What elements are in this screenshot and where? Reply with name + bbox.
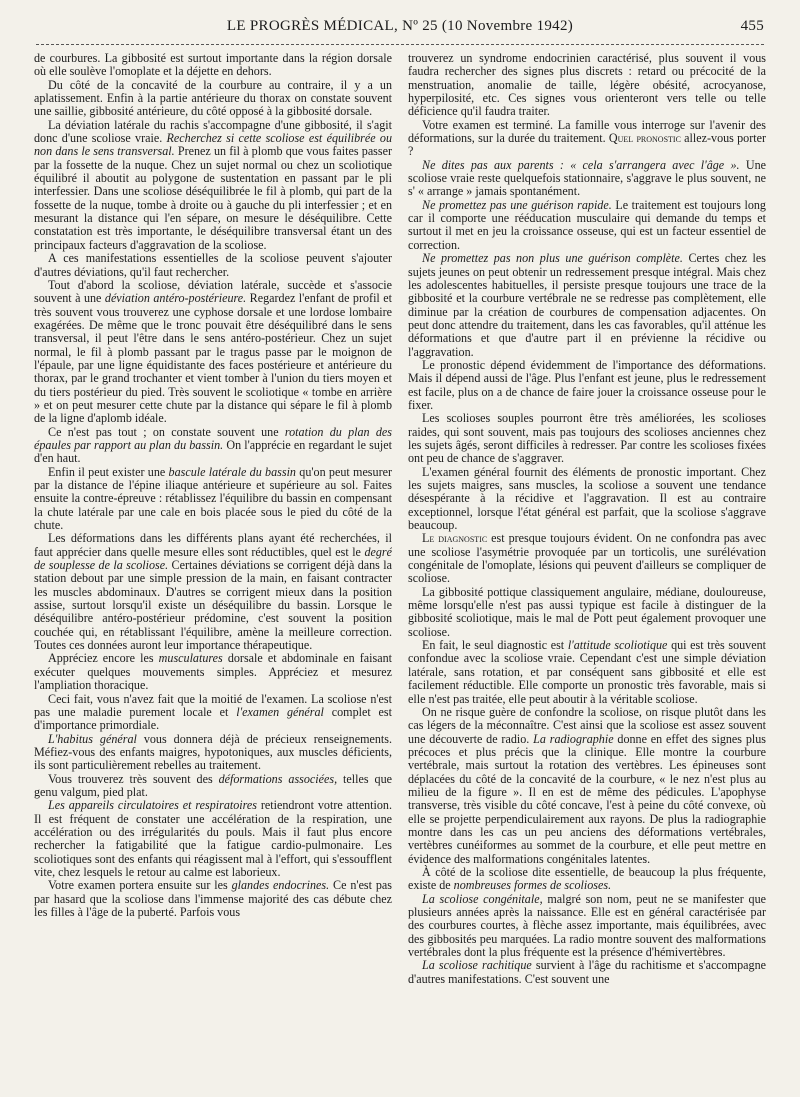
body-text: On l'apprécie en regardant le sujet d'en haut. <box>34 437 392 466</box>
paragraph <box>34 733 392 773</box>
paragraph <box>408 532 766 585</box>
body-text: Du côté de la concavité de la courbure au contraire, il y a un aplatissement. Enfin à la partie antérieure du thorax on constate souvent une saillie, gibbosité antérieure, du côté opposé à la gibbosité dorsale. <box>34 77 392 119</box>
paragraph <box>408 959 766 986</box>
body-text: Certes chez les sujets jeunes on peut obtenir un redressement presque intégral. Mais chez les adolescentes habituelles, il persiste presque toujours une trace de la gibbosité et la courbure vertébrale ne se redresse pas complètement, elle diminue par la création de courbures de compensation adjacentes. On peut donc attendre du traitement, dans les cas favorables, qu'il atténue les déformations et que d'autre part il en prévienne la récidive ou l'aggravation. <box>408 251 766 359</box>
body-text: Certaines déviations se corrigent déjà dans la station debout par une simple pression de la main, en faisant contracter les muscles abdominaux. D'autres se corrigent mieux dans la position assise, surtout lorsqu'il existe un déséquilibre du bassin. Lorsque le déséquilibre antéro-postérieur prédomine, c'est souvent la position couchée qui, en rétablissant l'équilibre, amène la meilleure correction. Toutes ces données auront leur importance thérapeutique. <box>34 558 392 653</box>
body-text: qui est très souvent confondue avec la scoliose vraie. Cependant c'est une simple déviation latérale, sans rotation, et par conséquent sans gibbosité et elle est facilement réductible. Elle comporte un pronostic très favorable, mais si elle n'est pas traitée, elle peut aboutir à la véritable scoliose. <box>408 638 766 706</box>
body-text: retiendront votre attention. Il est fréquent de constater une accélération de la respiration, une accélération ou des irrégularités du pouls. Mais il faut plus encore rechercher la fatigabilité que la fatigue cardio-pulmonaire. Les scoliotiques sont des enfants qui réagissent mal à l'effort, qui s'essoufflent vite, chez lesquels le retour au calme est laborieux. <box>34 798 392 879</box>
body-text: complet est d'importance primordiale. <box>34 704 392 733</box>
body-text: L'examen général fournit des éléments de pronostic important. Chez les sujets maigres, sans muscles, la scoliose a souvent une tendance désespérante à la récidive et l'aggravation. Il est au contraire exceptionnel, lorsque l'état général est parfait, que la scoliose s'aggrave beaucoup. <box>408 464 766 533</box>
body-text: Votre examen portera ensuite sur les <box>48 878 232 893</box>
paragraph <box>408 252 766 359</box>
italic-text: Ne promettez pas une guérison rapide. <box>422 197 612 212</box>
body-text: survient à l'âge du rachitisme et s'accompagne d'autres manifestations. C'est souvent une <box>408 958 766 986</box>
body-text: Appréciez encore les <box>48 651 159 666</box>
body-text: Une scoliose vraie reste quelquefois stationnaire, s'aggrave le plus souvent, ne s' « arrange » jamais spontanément. <box>408 157 766 199</box>
italic-text: Les appareils circulatoires et respiratoires <box>48 798 257 813</box>
body-text: allez-vous porter ? <box>408 131 766 159</box>
body-text: qu'on peut mesurer par la distance de l'épine iliaque antérieure et supérieure au sol. Faites ensuite la contre-épreuve : rétablissez l'équilibre du bassin en compensant la chute latérale par une cale en bois placée sous le pied du côté de la chute. <box>34 464 392 533</box>
body-text: Ce n'est pas par hasard que la scoliose dans l'immense majorité des cas débute chez les filles à l'âge de la puberté. Parfois vous <box>34 878 392 919</box>
body-text: La gibbosité pottique classiquement angulaire, médiane, douloureuse, même lorsqu'elle n'est pas aussi typique est facile à distinguer de la gibbosité scoliotique, mais le mal de Pott peut également provoquer une scoliose. <box>408 584 766 639</box>
paragraph <box>408 199 766 252</box>
body-text: trouverez un syndrome endocrinien caractérisé, plus souvent il vous faudra rechercher des signes plus discrets : retard ou précocité de la menstruation, anomalie de taille, légère obésité, acrocyanose, hyperpilosité, etc. Ces signes vous orienteront vers telle ou telle déficience qu'il faudra traiter. <box>408 52 766 119</box>
italic-text: Ne dites pas aux parents : « cela s'arrangera avec l'âge ». <box>422 157 740 172</box>
body-text: Ce n'est pas tout ; on constate souvent une <box>48 424 285 439</box>
paragraph <box>34 879 392 919</box>
paragraph <box>34 119 392 252</box>
body-text: En fait, le seul diagnostic est <box>422 638 568 653</box>
italic-text: glandes endocrines. <box>231 878 330 893</box>
body-text: Les scolioses souples pourront être très améliorées, les scolioses raides, qui sont souvent, mais pas toujours des scolioses anciennes chez les sujets âgés, seront difficiles à redresser. Par contre les scolioses fixées ont peu de chance de s'aggraver. <box>408 411 766 466</box>
paragraph <box>408 159 766 199</box>
paragraph <box>34 532 392 652</box>
page-number: 455 <box>740 18 764 34</box>
paragraph <box>34 799 392 879</box>
body-text: telles que genu valgum, pied plat. <box>34 771 392 799</box>
body-text: A ces manifestations essentielles de la scoliose peuvent s'ajouter d'autres déviations, qu'il faut rechercher. <box>34 251 392 279</box>
body-text: Enfin il peut exister une <box>48 464 169 479</box>
italic-text: rotation du plan des épaules par rapport au plan du bassin. <box>34 424 392 452</box>
paragraph <box>408 706 766 866</box>
paragraph <box>408 893 766 960</box>
italic-text: déformations associées, <box>218 771 338 786</box>
paragraph <box>408 412 766 465</box>
body-text: dorsale et abdominale en faisant exécuter quelques mouvements simples. Appréciez et mesurez l'ampliation thoracique. <box>34 651 392 693</box>
italic-text: nombreuses formes de scolioses. <box>453 878 612 893</box>
body-text: Ceci fait, vous n'avez fait que la moitié de l'examen. La scoliose n'est pas une maladie purement locale et <box>34 691 392 719</box>
italic-text: déviation antéro-postérieure. <box>104 291 247 306</box>
article-body <box>34 52 766 1082</box>
body-text: La déviation latérale du rachis s'accompagne d'une gibbosité, il s'agit donc d'une scoliose vraie. <box>34 117 392 146</box>
paragraph <box>34 279 392 426</box>
paragraph <box>408 586 766 639</box>
italic-text: degré de souplesse de la scoliose. <box>34 544 392 573</box>
running-header <box>36 18 764 40</box>
body-text: Les déformations dans les différents plans ayant été recherchées, il faut apprécier dans quelle mesure elles sont réductibles, quel est le <box>34 531 392 559</box>
paragraph <box>34 79 392 119</box>
italic-text: Recherchez si cette scoliose est équilibrée ou non dans le sens transversal. <box>34 131 392 159</box>
body-text: de courbures. La gibbosité est surtout importante dans la région dorsale où elle soulève l'omoplate et la déjette en dehors. <box>34 52 392 79</box>
body-text: Regardez l'enfant de profil et très souvent vous trouverez une cyphose dorsale et une lordose lombaire exagérées. De même que le tronc pouvait être déséquilibré dans le sens transversal, il peut l'être dans le sens antéro-postérieur. Chez un sujet normal, le fil à plomb passant par le tragus passe par le moignon de l'épaule, par une ligne équidistante des faces postérieure et antérieure du thorax, par le grand trochanter et vient tomber à l'union du tiers moyen et du tiers postérieur du pied. Très souvent le scoliotique « tombe en arrière » et on peut mesurer cette chute par la distance qui sépare le fil à plomb de la ligne d'aplomb idéale. <box>34 291 392 426</box>
left-column <box>34 52 392 1082</box>
body-text: Prenez un fil à plomb que vous faites passer par la fossette de la nuque. Chez un sujet normal ou chez un scoliotique équilibré il aboutit au polygone de sustentation en passant par le pli interfessier. Dans une scoliose déséquilibrée le fil à plomb, qui part de la fossette de la nuque, tombe à droite ou à gauche du pli interfessier ; et en mesurant la distance qui l'en sépare, on mesure le déséquilibre. Cette constatation est très importante, le déséquilibre transversal étant un des principaux facteurs d'aggravation de la scoliose. <box>34 144 392 252</box>
body-text: À côté de la scoliose dite essentielle, de beaucoup la plus fréquente, existe de <box>408 864 766 893</box>
body-text: malgré son nom, peut ne se manifester que plusieurs années après la naissance. Elle est en général caractérisée par des courbures courtes, à flèche assez importante, mais équilibrées, avec des gibbosités peu marquées. La radio montre souvent des malformations vertébrales dont la plus fréquente est la présence d'hémivertèbres. <box>408 891 766 960</box>
paragraph <box>34 652 392 692</box>
paragraph <box>408 119 766 159</box>
small-caps-heading: Quel pronostic <box>608 131 681 146</box>
paragraph <box>408 466 766 533</box>
italic-text: l'examen général <box>236 704 324 719</box>
italic-text: l'attitude scoliotique <box>567 638 668 653</box>
body-text: On ne risque guère de confondre la scoliose, on risque plutôt dans les cas légers de la méconnaître. C'est ainsi que la scoliose est assez souvent une découverte de radio. <box>408 704 766 746</box>
paragraph <box>408 52 766 119</box>
paragraph <box>34 693 392 733</box>
body-text: Le traitement est toujours long car il comporte une rééducation musculaire qui demande du temps et surtout il met en jeu la croissance osseuse, qui est un facteur essentiel de correction. <box>408 197 766 252</box>
italic-text: La scoliose rachitique <box>422 958 532 973</box>
body-text: donne en effet des signes plus précoces et plus précis que la clinique. Elle montre la courbure vertébrale, mais surtout la rotation des vertèbres. Les épineuses sont déplacées du côté de la concavité de la courbure, « le nez n'est plus au milieu de la figure ». Il en est de même des pédicules. L'apophyse transverse, très visible du côté concave, l'est à peine du côté convexe, où elle se projette perpendiculairement aux rayons. De plus la radiographie montre dans les cas un peu anciens des déformations vertébrales, vertèbres cunéiformes au sommet de la courbure, et elle peut mettre en évidence des malformations congénitales latentes. <box>408 731 766 866</box>
body-text: Le pronostic dépend évidemment de l'importance des déformations. Mais il dépend aussi de l'âge. Plus l'enfant est jeune, plus le redressement est facile, plus on a de chance de faire jouer la croissance osseuse pour le fixer. <box>408 357 766 412</box>
header-rule <box>36 44 764 45</box>
italic-text: musculatures <box>158 651 223 666</box>
small-caps-heading: Le diagnostic <box>422 531 488 546</box>
paragraph <box>34 252 392 279</box>
italic-text: L'habitus général <box>48 731 137 746</box>
paragraph <box>34 466 392 533</box>
paragraph <box>408 359 766 412</box>
paragraph <box>34 52 392 79</box>
body-text: Votre examen est terminé. La famille vous interroge sur l'avenir des déformations, sur la durée du traitement. <box>408 117 766 146</box>
right-column <box>408 52 766 1082</box>
paragraph <box>34 773 392 800</box>
body-text: Tout d'abord la scoliose, déviation latérale, succède et s'associe souvent à une <box>34 277 392 306</box>
body-text: vous donnera déjà de précieux renseignements. Méfiez-vous des enfants maigres, hypotoniques, aux muscles déficients, ils sont particulièrement rebelles au traitement. <box>34 731 392 773</box>
italic-text: bascule latérale du bassin <box>168 464 296 479</box>
paragraph <box>34 426 392 466</box>
body-text: est presque toujours évident. On ne confondra pas avec une scoliose l'asymétrie provoquée par un torticolis, une surélévation congénitale de l'omoplate, lésions qui peuvent d'ailleurs se compliquer de scoliose. <box>408 531 766 586</box>
paragraph <box>408 866 766 893</box>
italic-text: Ne promettez pas non plus une guérison complète. <box>422 251 683 266</box>
journal-title: LE PROGRÈS MÉDICAL, Nº 25 (10 Novembre 1942) <box>226 18 574 34</box>
italic-text: La radiographie <box>533 731 614 746</box>
italic-text: La scoliose congénitale, <box>422 891 543 906</box>
paragraph <box>408 639 766 706</box>
body-text: Vous trouverez très souvent des <box>48 771 219 786</box>
